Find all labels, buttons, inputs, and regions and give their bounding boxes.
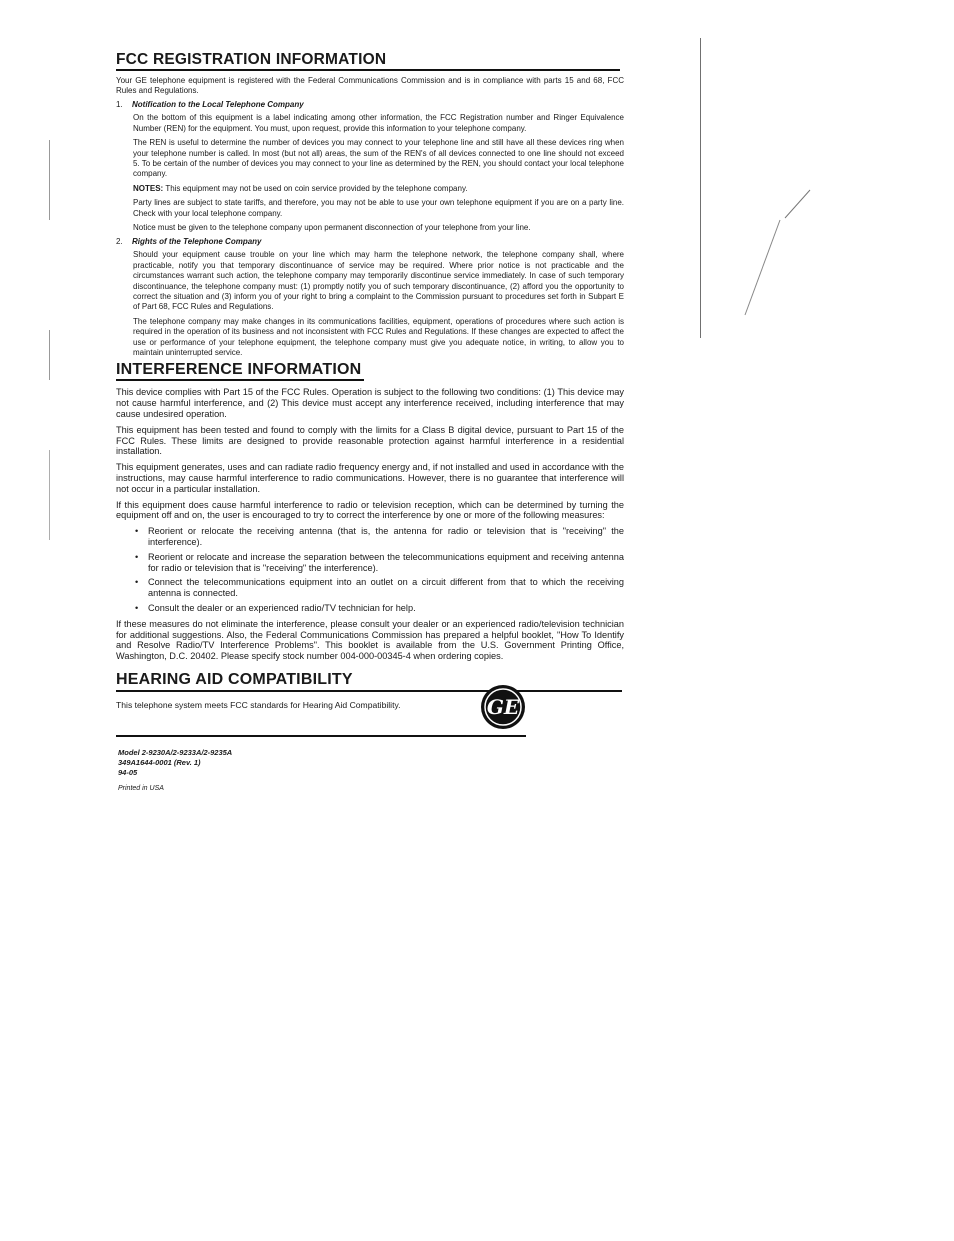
model-number: Model 2-9230A/2-9233A/2-9235A <box>118 748 233 757</box>
list-item: • Connect the telecommunications equipment into an outlet on a circuit different from that to which the receiving antenna is connected. <box>148 577 624 599</box>
list-item-heading <box>116 100 624 109</box>
list-number: 1. <box>116 100 123 110</box>
list-item: • Consult the dealer or an experienced radio/TV technician for help. <box>148 603 624 614</box>
list-item: • Reorient or relocate and increase the separation between the telecommunications equipment and receiving antenna for radio or television that is "receiving" the interference). <box>148 552 624 574</box>
paragraph: The telephone company may make changes in its communications facilities, equipment, operations of procedures where such action is required in the operation of its business and not inconsistent with FCC Rules and Regulations. If these changes are expected to affect the use or performance of your telephone equipment, the telephone company must give you adequate notice, in writing, to allow you to maintain uninterrupted service. <box>133 316 624 358</box>
footer-model-info <box>118 748 232 794</box>
list-number: 2. <box>116 237 123 247</box>
notes-paragraph <box>133 184 624 194</box>
paragraph: The REN is useful to determine the number of devices you may connect to your telephone line and still have all these devices ring when your telephone number is called. In most (but not all) areas, the sum of the REN's of all devices connected to one line should not exceed 5. To be certain of the number of devices you may connect to your line as determined by the REN, you should contact your local telephone company. <box>133 138 624 179</box>
document-body <box>116 52 624 716</box>
part-number: 349A1644-0001 (Rev. 1) <box>118 758 201 767</box>
fcc-registration-heading: FCC REGISTRATION INFORMATION <box>116 52 620 71</box>
print-date: 94-05 <box>118 768 138 777</box>
notes-label: NOTES: <box>133 183 164 193</box>
hearing-aid-bottom-rule <box>116 735 526 737</box>
scan-artifact-line <box>700 38 701 338</box>
binding-edge-line <box>49 450 50 540</box>
paragraph: This telephone system meets FCC standards for Hearing Aid Compatibility. <box>116 699 401 710</box>
hearing-aid-heading: HEARING AID COMPATIBILITY <box>116 672 622 692</box>
paragraph: Notice must be given to the telephone company upon permanent disconnection of your telephone from your line. <box>133 222 531 232</box>
interference-heading: INTERFERENCE INFORMATION <box>116 362 364 381</box>
paragraph: Party lines are subject to state tariffs, and therefore, you may not be able to use your own telephone equipment if you are on a party line. Check with your local telephone company. <box>133 198 624 218</box>
paragraph: This device complies with Part 15 of the FCC Rules. Operation is subject to the following two conditions: (1) This device may not cause harmful interference, and (2) This device must accept any interference received, including interference that may cause undesired operation. <box>116 387 624 420</box>
ge-monogram-logo <box>480 684 526 730</box>
measures-list <box>116 526 624 614</box>
notes-text: This equipment may not be used on coin service provided by the telephone company. <box>165 183 468 193</box>
logo-text: GE <box>486 695 520 719</box>
paragraph: If these measures do not eliminate the interference, please consult your dealer or an experienced radio/television technician for additional suggestions. Also, the Federal Communications Commission has prepared a helpful booklet, "How To Identify and Resolve Radio/TV Interference Problems". This booklet is available from the U.S. Government Printing Office, Washington, D.C. 20402. Please specify stock number 004-000-00345-4 when ordering copies. <box>116 618 624 662</box>
printed-in: Printed in USA <box>118 785 164 792</box>
paragraph: On the bottom of this equipment is a label indicating among other information, the FCC Registration number and Ringer Equivalence Number (REN) for the equipment. You must, upon request, provide this information to your telephone company. <box>133 113 624 133</box>
list-item-heading <box>116 237 624 246</box>
fcc-intro-text: Your GE telephone equipment is registered with the Federal Communications Commission and is in compliance with parts 15 and 68, FCC Rules and Regulations. <box>116 75 624 95</box>
interference-section <box>116 362 624 662</box>
paragraph: Should your equipment cause trouble on your line which may harm the telephone network, the telephone company shall, where practicable, notify you that temporary discontinuance of service may be required. Where prior notice is not practicable and the circumstances warrant such action, the telephone company may temporarily discontinue service immediately. In case of such temporary discontinuance, the telephone company must: (1) promptly notify you of such temporary discontinuance, (2) afford you the opportunity to correct the situation and (3) inform you of your right to bring a complaint to the Commission pursuant to procedures set forth in Subpart E of Part 68, FCC Rules and Regulations. <box>133 250 624 312</box>
list-title: Rights of the Telephone Company <box>132 237 262 247</box>
list-item: • Reorient or relocate the receiving antenna (that is, the antenna for radio or television that is "receiving" the interference). <box>148 526 624 548</box>
list-title: Notification to the Local Telephone Company <box>132 100 304 110</box>
paragraph: If this equipment does cause harmful interference to radio or television reception, which can be determined by turning the equipment off and on, the user is encouraged to try to correct the interference by one or more of the following measures: <box>116 499 624 521</box>
scan-artifact-strokes <box>715 180 835 330</box>
paragraph: This equipment has been tested and found to comply with the limits for a Class B digital device, pursuant to Part 15 of the FCC Rules. These limits are designed to provide reasonable protection against harmful interference in a residential installation. <box>116 424 624 457</box>
binding-edge-line <box>49 330 50 380</box>
binding-edge-line <box>49 140 50 220</box>
hearing-aid-section <box>116 672 624 711</box>
paragraph: This equipment generates, uses and can radiate radio frequency energy and, if not installed and used in accordance with the instructions, may cause harmful interference to radio communications. However, there is no guarantee that interference will not occur in a particular installation. <box>116 462 624 494</box>
fcc-registration-section <box>116 52 624 358</box>
